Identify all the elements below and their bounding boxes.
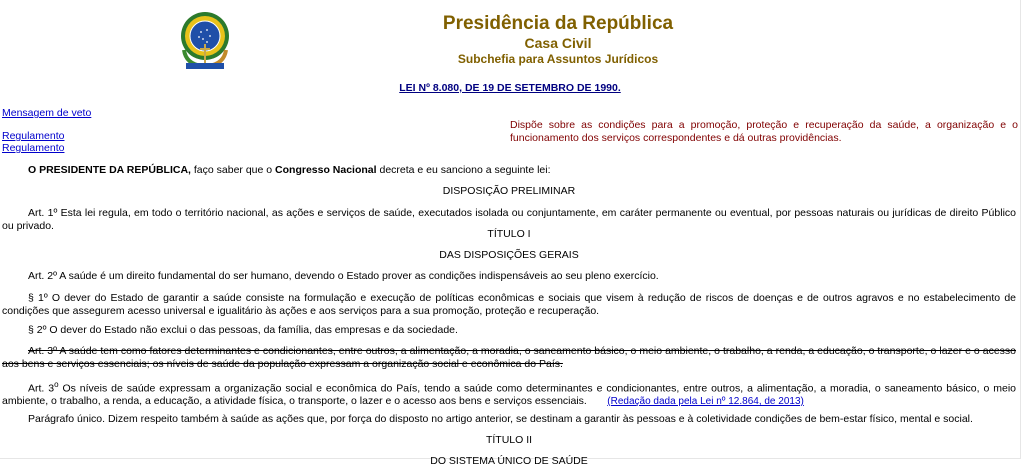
regulamento-link-1[interactable]: Regulamento <box>2 130 65 142</box>
law-title <box>0 82 1020 94</box>
article-2-paragraph-2: § 2º O dever do Estado não exclui o das pessoas, da família, das empresas e da sociedade. <box>28 324 458 336</box>
heading-titulo-2: TÍTULO II <box>485 434 533 446</box>
article-2: Art. 2º A saúde é um direito fundamental do ser humano, devendo o Estado prover as condições indispensáveis ao seu pleno exercício. <box>28 270 659 282</box>
article-3-revoked: Art. 3º A saúde tem como fatores determinantes e condicionantes, entre outros, a alimentação, a moradia, o saneamento básico, o meio ambiente, o trabalho, a renda, a educação, o transporte, o lazer e o acesso aos bens e serviços essenciais; os níveis de saúde da população expressam a organização social e econômica do País. <box>2 345 1016 370</box>
veto-message-link[interactable]: Mensagem de veto <box>2 107 92 119</box>
regulamento-link-2[interactable]: Regulamento <box>2 142 65 154</box>
header-subchefia: Subchefia para Assuntos Jurídicos <box>457 52 659 66</box>
ementa: Dispõe sobre as condições para a promoção, proteção e recuperação da saúde, a organização e o funcionamento dos serviços correspondentes e dá outras providências. <box>510 119 1018 144</box>
article-1: Art. 1º Esta lei regula, em todo o território nacional, as ações e serviços de saúde, executados isolada ou conjuntamente, em caráter permanente ou eventual, por pessoas naturais ou jurídicas de direito Público ou privado. <box>2 207 1016 232</box>
heading-disposicoes-gerais: DAS DISPOSIÇÕES GERAIS <box>439 249 579 261</box>
preamble-president: O PRESIDENTE DA REPÚBLICA, <box>28 164 191 176</box>
paragrafo-unico: Parágrafo único. Dizem respeito também à saúde as ações que, por força do disposto no artigo anterior, se destinam a garantir às pessoas e à coletividade condições de bem-estar físico, mental e social. <box>28 413 973 425</box>
article-3-prefix: Art. 3 <box>28 382 55 395</box>
article-2-paragraph-1: § 1º O dever do Estado de garantir a saúde consiste na formulação e execução de políticas econômicas e sociais que visem à redução de riscos de doenças e de outros agravos e no estabelecimento de condições que assegurem acesso universal e igualitário às ações e aos serviços para a sua promoção, proteção e recuperação. <box>2 292 1016 317</box>
preamble <box>2 164 1016 177</box>
heading-titulo-1: TÍTULO I <box>487 228 531 240</box>
heading-sistema-unico: DO SISTEMA ÚNICO DE SAÚDE <box>430 455 588 467</box>
preamble-text-1: faço saber que o <box>190 164 276 176</box>
preamble-text-2: decreta e eu sanciono a seguinte lei: <box>376 164 551 176</box>
header-casa-civil: Casa Civil <box>524 35 592 51</box>
header-presidencia: Presidência da República <box>442 13 674 34</box>
heading-disposicao-preliminar: DISPOSIÇÃO PRELIMINAR <box>442 185 576 197</box>
redacao-lei-12864-link[interactable]: (Redação dada pela Lei nº 12.864, de 2013) <box>607 396 804 407</box>
preamble-congress: Congresso Nacional <box>275 164 377 176</box>
law-title-link[interactable]: LEI Nº 8.080, DE 19 DE SETEMBRO DE 1990. <box>399 82 621 94</box>
site-header <box>400 12 716 67</box>
article-3-current <box>2 379 1016 409</box>
article-3-ordinal: o <box>54 380 59 389</box>
brazil-coat-of-arms-icon <box>176 8 234 72</box>
article-3-text: Os níveis de saúde expressam a organização social e econômica do País, tendo a saúde como determinantes e condicionantes, entre outros, a alimentação, a moradia, o saneamento básico, o meio ambiente, o trabalho, a renda, a educação, a atividade física, o transporte, o lazer e o acesso aos bens e serviços essenciais. <box>2 382 1016 407</box>
